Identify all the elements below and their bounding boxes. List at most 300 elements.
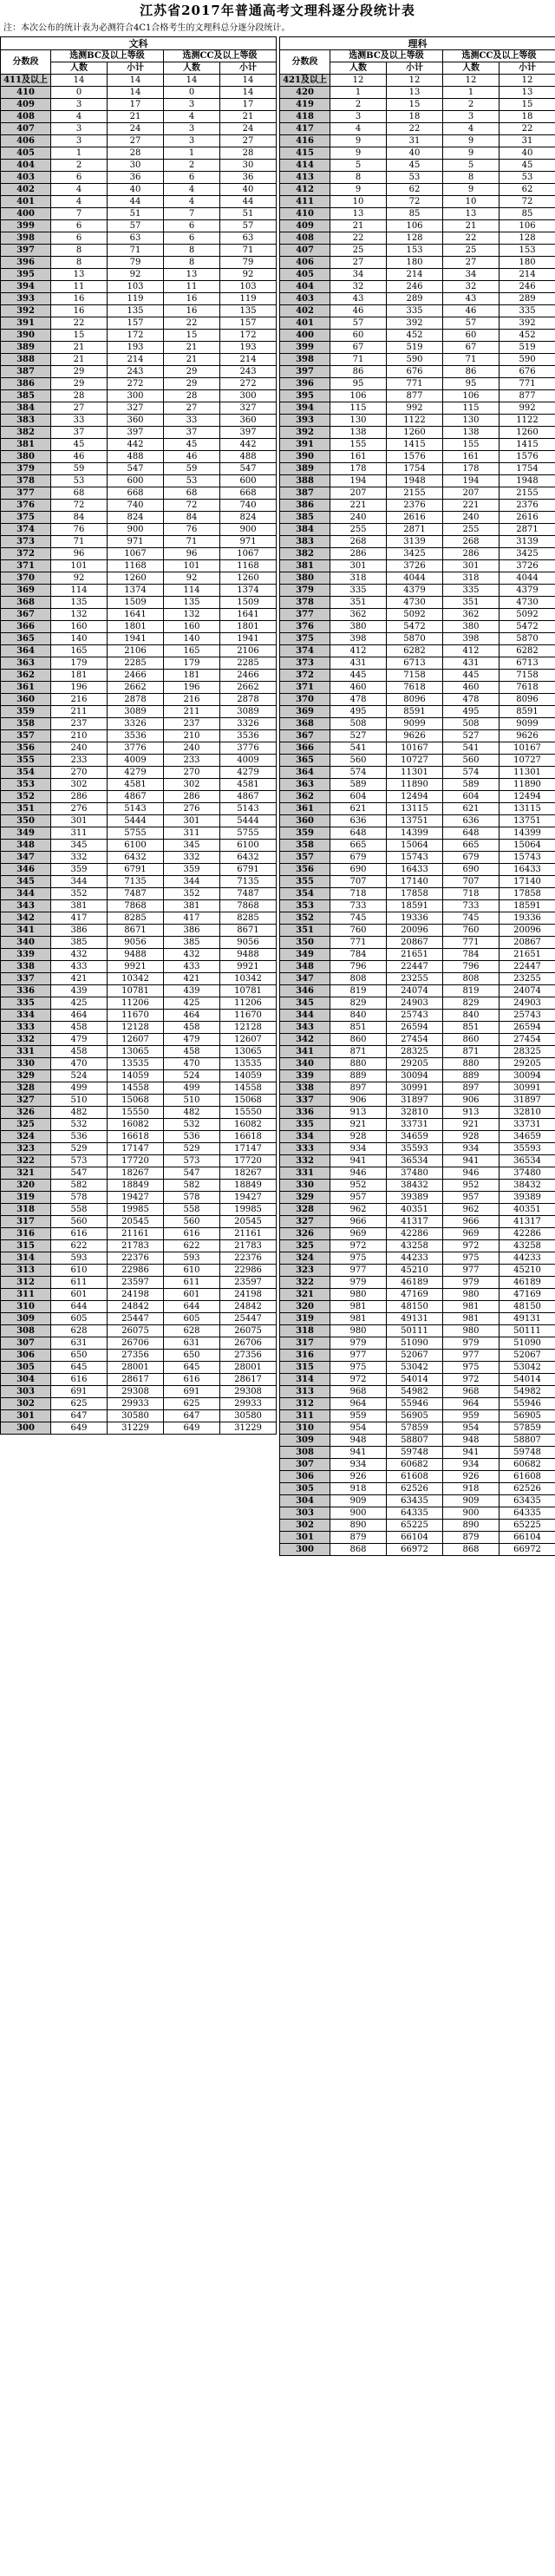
value-cell: 14399 <box>500 827 555 840</box>
value-cell: 582 <box>51 1180 108 1192</box>
value-cell: 362 <box>330 609 387 621</box>
value-cell: 13 <box>330 208 387 220</box>
table-row <box>280 1374 555 1386</box>
table-row <box>1 1192 277 1204</box>
table-row <box>1 500 277 512</box>
value-cell: 135 <box>164 597 220 609</box>
table-row <box>1 1374 277 1386</box>
table-row <box>1 1022 277 1034</box>
table-row <box>280 536 555 548</box>
score-cell: 338 <box>280 1082 330 1095</box>
value-cell: 40 <box>500 147 555 160</box>
value-cell: 58807 <box>500 1435 555 1447</box>
value-cell: 21 <box>164 342 220 354</box>
value-cell: 35593 <box>387 1143 443 1155</box>
table-row <box>1 111 277 123</box>
value-cell: 14 <box>164 75 220 87</box>
score-cell: 416 <box>280 135 330 147</box>
value-cell: 21 <box>108 111 164 123</box>
score-cell: 349 <box>280 949 330 961</box>
value-cell: 0 <box>164 87 220 99</box>
value-cell: 616 <box>164 1374 220 1386</box>
value-cell: 5444 <box>220 815 277 827</box>
value-cell: 532 <box>51 1119 108 1131</box>
value-cell: 155 <box>330 439 387 451</box>
value-cell: 1 <box>330 87 387 99</box>
table-row <box>1 451 277 463</box>
value-cell: 76 <box>51 524 108 536</box>
value-cell: 27 <box>51 402 108 415</box>
table-row <box>1 682 277 694</box>
score-cell: 312 <box>1 1277 51 1289</box>
value-cell: 45 <box>51 439 108 451</box>
table-row <box>1 257 277 269</box>
table-row <box>280 997 555 1010</box>
value-cell: 7158 <box>387 670 443 682</box>
score-cell: 326 <box>280 1228 330 1240</box>
table-row <box>280 75 555 87</box>
value-cell: 12 <box>330 75 387 87</box>
value-cell: 286 <box>330 548 387 560</box>
value-cell: 327 <box>108 402 164 415</box>
value-cell: 29 <box>51 366 108 378</box>
score-cell: 387 <box>280 487 330 500</box>
value-cell: 3326 <box>220 718 277 730</box>
value-cell: 524 <box>51 1070 108 1082</box>
value-cell: 4730 <box>387 597 443 609</box>
value-cell: 519 <box>387 342 443 354</box>
value-cell: 44233 <box>500 1252 555 1265</box>
table-row <box>280 1447 555 1459</box>
value-cell: 318 <box>330 572 387 585</box>
value-cell: 37480 <box>500 1167 555 1180</box>
value-cell: 352 <box>51 888 108 900</box>
value-cell: 38432 <box>500 1180 555 1192</box>
value-cell: 1509 <box>220 597 277 609</box>
value-cell: 211 <box>164 706 220 718</box>
value-cell: 52067 <box>500 1350 555 1362</box>
table-row <box>280 487 555 500</box>
value-cell: 20867 <box>387 937 443 949</box>
value-cell: 165 <box>51 645 108 657</box>
value-cell: 589 <box>443 779 500 791</box>
value-cell: 7135 <box>108 876 164 888</box>
value-cell: 40351 <box>500 1204 555 1216</box>
value-cell: 13 <box>51 269 108 281</box>
value-cell: 16618 <box>108 1131 164 1143</box>
score-cell: 399 <box>1 220 51 232</box>
table-row <box>280 1046 555 1058</box>
table-row <box>1 815 277 827</box>
value-cell: 981 <box>443 1301 500 1313</box>
value-cell: 928 <box>443 1131 500 1143</box>
value-cell: 7618 <box>387 682 443 694</box>
table-row <box>280 888 555 900</box>
score-cell: 323 <box>1 1143 51 1155</box>
value-cell: 362 <box>443 609 500 621</box>
value-cell: 6432 <box>220 852 277 864</box>
table-row <box>1 99 277 111</box>
table-row <box>280 512 555 524</box>
score-cell: 336 <box>1 985 51 997</box>
value-cell: 193 <box>108 342 164 354</box>
value-cell: 286 <box>164 791 220 803</box>
score-cell: 411 <box>280 196 330 208</box>
score-cell: 317 <box>1 1216 51 1228</box>
value-cell: 62526 <box>500 1483 555 1495</box>
value-cell: 589 <box>330 779 387 791</box>
value-cell: 24 <box>220 123 277 135</box>
score-cell: 407 <box>280 245 330 257</box>
value-cell: 135 <box>51 597 108 609</box>
value-cell: 103 <box>108 281 164 293</box>
value-cell: 412 <box>330 645 387 657</box>
value-cell: 8591 <box>387 706 443 718</box>
score-cell: 305 <box>1 1362 51 1374</box>
value-cell: 10727 <box>387 755 443 767</box>
value-cell: 900 <box>330 1507 387 1520</box>
value-cell: 527 <box>443 730 500 742</box>
value-cell: 119 <box>220 293 277 305</box>
value-cell: 25743 <box>500 1010 555 1022</box>
value-cell: 63 <box>220 232 277 245</box>
table-row <box>280 949 555 961</box>
table-row <box>1 1167 277 1180</box>
value-cell: 9626 <box>500 730 555 742</box>
value-cell: 433 <box>51 961 108 973</box>
value-cell: 1 <box>164 147 220 160</box>
value-cell: 9 <box>330 184 387 196</box>
score-cell: 344 <box>1 888 51 900</box>
score-cell: 397 <box>280 366 330 378</box>
value-cell: 1801 <box>220 621 277 633</box>
value-cell: 210 <box>51 730 108 742</box>
value-cell: 20096 <box>500 925 555 937</box>
value-cell: 19336 <box>387 912 443 925</box>
score-cell: 334 <box>1 1010 51 1022</box>
table-row <box>280 378 555 390</box>
value-cell: 66104 <box>500 1532 555 1544</box>
table-row <box>1 633 277 645</box>
score-cell: 379 <box>280 585 330 597</box>
value-cell: 7135 <box>220 876 277 888</box>
score-cell: 329 <box>1 1070 51 1082</box>
value-cell: 13 <box>164 269 220 281</box>
value-cell: 392 <box>387 317 443 330</box>
value-cell: 909 <box>330 1495 387 1507</box>
value-cell: 194 <box>443 475 500 487</box>
value-cell: 6432 <box>108 852 164 864</box>
value-cell: 431 <box>443 657 500 670</box>
value-cell: 380 <box>330 621 387 633</box>
score-cell: 403 <box>280 293 330 305</box>
table-row <box>1 1265 277 1277</box>
score-cell: 390 <box>1 330 51 342</box>
value-cell: 54982 <box>387 1386 443 1398</box>
value-cell: 27 <box>220 135 277 147</box>
value-cell: 130 <box>330 415 387 427</box>
value-cell: 971 <box>220 536 277 548</box>
score-cell: 310 <box>280 1422 330 1435</box>
table-row <box>280 852 555 864</box>
value-cell: 9 <box>330 147 387 160</box>
value-cell: 519 <box>500 342 555 354</box>
table-row <box>1 912 277 925</box>
table-row <box>1 1228 277 1240</box>
value-cell: 179 <box>164 657 220 670</box>
table-row <box>280 220 555 232</box>
table-row <box>1 840 277 852</box>
table-row <box>280 1082 555 1095</box>
value-cell: 900 <box>220 524 277 536</box>
table-row <box>1 803 277 815</box>
value-cell: 1948 <box>387 475 443 487</box>
value-cell: 8 <box>164 245 220 257</box>
value-cell: 508 <box>443 718 500 730</box>
value-cell: 15 <box>500 99 555 111</box>
value-cell: 784 <box>330 949 387 961</box>
value-cell: 1801 <box>108 621 164 633</box>
score-cell: 325 <box>280 1240 330 1252</box>
value-cell: 140 <box>51 633 108 645</box>
table-row <box>280 1167 555 1180</box>
value-cell: 934 <box>443 1143 500 1155</box>
value-cell: 47169 <box>500 1289 555 1301</box>
score-cell: 352 <box>1 791 51 803</box>
value-cell: 840 <box>330 1010 387 1022</box>
value-cell: 529 <box>51 1143 108 1155</box>
value-cell: 255 <box>330 524 387 536</box>
value-cell: 301 <box>330 560 387 572</box>
value-cell: 54982 <box>500 1386 555 1398</box>
value-cell: 7868 <box>220 900 277 912</box>
value-cell: 8096 <box>500 694 555 706</box>
value-cell: 2 <box>443 99 500 111</box>
value-cell: 243 <box>220 366 277 378</box>
value-cell: 691 <box>164 1386 220 1398</box>
value-cell: 819 <box>330 985 387 997</box>
value-cell: 968 <box>443 1386 500 1398</box>
value-cell: 3536 <box>220 730 277 742</box>
table-row <box>1 305 277 317</box>
value-cell: 13065 <box>108 1046 164 1058</box>
value-cell: 22376 <box>220 1252 277 1265</box>
value-cell: 560 <box>51 1216 108 1228</box>
table-row <box>1 718 277 730</box>
value-cell: 135 <box>108 305 164 317</box>
value-cell: 979 <box>330 1337 387 1350</box>
value-cell: 593 <box>51 1252 108 1265</box>
value-cell: 332 <box>164 852 220 864</box>
value-cell: 3726 <box>500 560 555 572</box>
score-cell: 418 <box>280 111 330 123</box>
table-row <box>280 900 555 912</box>
value-cell: 68 <box>51 487 108 500</box>
value-cell: 679 <box>443 852 500 864</box>
score-cell: 302 <box>280 1520 330 1532</box>
value-cell: 12 <box>500 75 555 87</box>
table-row <box>280 1107 555 1119</box>
value-cell: 4 <box>164 111 220 123</box>
value-cell: 7487 <box>220 888 277 900</box>
value-cell: 1260 <box>108 572 164 585</box>
table-row <box>280 172 555 184</box>
table-row <box>1 609 277 621</box>
table-row <box>1 1119 277 1131</box>
value-cell: 53042 <box>387 1362 443 1374</box>
value-cell: 34659 <box>500 1131 555 1143</box>
value-cell: 7 <box>51 208 108 220</box>
table-row <box>280 1204 555 1216</box>
value-cell: 926 <box>330 1471 387 1483</box>
table-row <box>280 925 555 937</box>
score-cell: 355 <box>1 755 51 767</box>
value-cell: 360 <box>220 415 277 427</box>
table-row <box>280 1010 555 1022</box>
value-cell: 24 <box>108 123 164 135</box>
table-row <box>280 354 555 366</box>
value-cell: 20545 <box>108 1216 164 1228</box>
score-cell: 349 <box>1 827 51 840</box>
value-cell: 4 <box>164 184 220 196</box>
score-cell: 410 <box>1 87 51 99</box>
value-cell: 101 <box>164 560 220 572</box>
value-cell: 21 <box>51 342 108 354</box>
subheader-count: 人数 <box>51 62 108 75</box>
value-cell: 604 <box>443 791 500 803</box>
value-cell: 1168 <box>108 560 164 572</box>
table-row <box>1 475 277 487</box>
value-cell: 270 <box>164 767 220 779</box>
value-cell: 33731 <box>500 1119 555 1131</box>
value-cell: 3 <box>443 111 500 123</box>
score-cell: 342 <box>1 912 51 925</box>
score-cell: 410 <box>280 208 330 220</box>
table-row <box>1 1325 277 1337</box>
value-cell: 981 <box>330 1313 387 1325</box>
score-cell: 339 <box>280 1070 330 1082</box>
value-cell: 1122 <box>387 415 443 427</box>
value-cell: 979 <box>330 1277 387 1289</box>
value-cell: 360 <box>108 415 164 427</box>
value-cell: 64335 <box>387 1507 443 1520</box>
value-cell: 879 <box>330 1532 387 1544</box>
score-cell: 388 <box>280 475 330 487</box>
score-cell: 338 <box>1 961 51 973</box>
value-cell: 55946 <box>387 1398 443 1410</box>
value-cell: 13 <box>443 208 500 220</box>
value-cell: 560 <box>164 1216 220 1228</box>
value-cell: 5092 <box>387 609 443 621</box>
value-cell: 9488 <box>108 949 164 961</box>
value-cell: 508 <box>330 718 387 730</box>
value-cell: 8 <box>51 245 108 257</box>
value-cell: 964 <box>443 1398 500 1410</box>
value-cell: 172 <box>220 330 277 342</box>
value-cell: 458 <box>164 1022 220 1034</box>
value-cell: 26706 <box>220 1337 277 1350</box>
value-cell: 20096 <box>387 925 443 937</box>
value-cell: 547 <box>51 1167 108 1180</box>
value-cell: 66104 <box>387 1532 443 1544</box>
value-cell: 33 <box>164 415 220 427</box>
value-cell: 29933 <box>220 1398 277 1410</box>
value-cell: 975 <box>330 1362 387 1374</box>
value-cell: 2376 <box>500 500 555 512</box>
value-cell: 33731 <box>387 1119 443 1131</box>
table-row <box>1 560 277 572</box>
value-cell: 12607 <box>220 1034 277 1046</box>
value-cell: 650 <box>164 1350 220 1362</box>
value-cell: 954 <box>330 1422 387 1435</box>
value-cell: 6 <box>164 232 220 245</box>
value-cell: 207 <box>443 487 500 500</box>
value-cell: 92 <box>220 269 277 281</box>
value-cell: 5 <box>330 160 387 172</box>
column-header-cc: 选测CC及以上等级 <box>164 50 277 62</box>
table-row <box>280 548 555 560</box>
value-cell: 51090 <box>500 1337 555 1350</box>
value-cell: 676 <box>387 366 443 378</box>
table-row <box>1 767 277 779</box>
table-row <box>1 245 277 257</box>
value-cell: 14558 <box>108 1082 164 1095</box>
score-cell: 348 <box>280 961 330 973</box>
value-cell: 15550 <box>220 1107 277 1119</box>
value-cell: 478 <box>330 694 387 706</box>
value-cell: 196 <box>51 682 108 694</box>
value-cell: 590 <box>387 354 443 366</box>
score-cell: 343 <box>280 1022 330 1034</box>
value-cell: 132 <box>51 609 108 621</box>
value-cell: 4044 <box>500 572 555 585</box>
table-row <box>280 767 555 779</box>
score-cell: 384 <box>1 402 51 415</box>
value-cell: 17720 <box>108 1155 164 1167</box>
value-cell: 76 <box>164 524 220 536</box>
value-cell: 26706 <box>108 1337 164 1350</box>
score-cell: 381 <box>1 439 51 451</box>
score-cell: 391 <box>280 439 330 451</box>
score-cell: 392 <box>280 427 330 439</box>
value-cell: 272 <box>220 378 277 390</box>
table-row <box>1 1204 277 1216</box>
value-cell: 30991 <box>500 1082 555 1095</box>
value-cell: 482 <box>164 1107 220 1119</box>
value-cell: 819 <box>443 985 500 997</box>
table-row <box>280 1240 555 1252</box>
table-row <box>1 123 277 135</box>
score-cell: 334 <box>280 1131 330 1143</box>
score-cell: 341 <box>280 1046 330 1058</box>
value-cell: 948 <box>443 1435 500 1447</box>
table-row <box>1 1398 277 1410</box>
value-cell: 17140 <box>500 876 555 888</box>
value-cell: 115 <box>443 402 500 415</box>
table-row <box>1 1313 277 1325</box>
value-cell: 605 <box>51 1313 108 1325</box>
value-cell: 690 <box>330 864 387 876</box>
value-cell: 221 <box>330 500 387 512</box>
value-cell: 8671 <box>108 925 164 937</box>
value-cell: 45 <box>164 439 220 451</box>
table-row <box>1 925 277 937</box>
value-cell: 975 <box>330 1252 387 1265</box>
table-row <box>280 864 555 876</box>
value-cell: 1948 <box>500 475 555 487</box>
value-cell: 351 <box>443 597 500 609</box>
value-cell: 286 <box>443 548 500 560</box>
